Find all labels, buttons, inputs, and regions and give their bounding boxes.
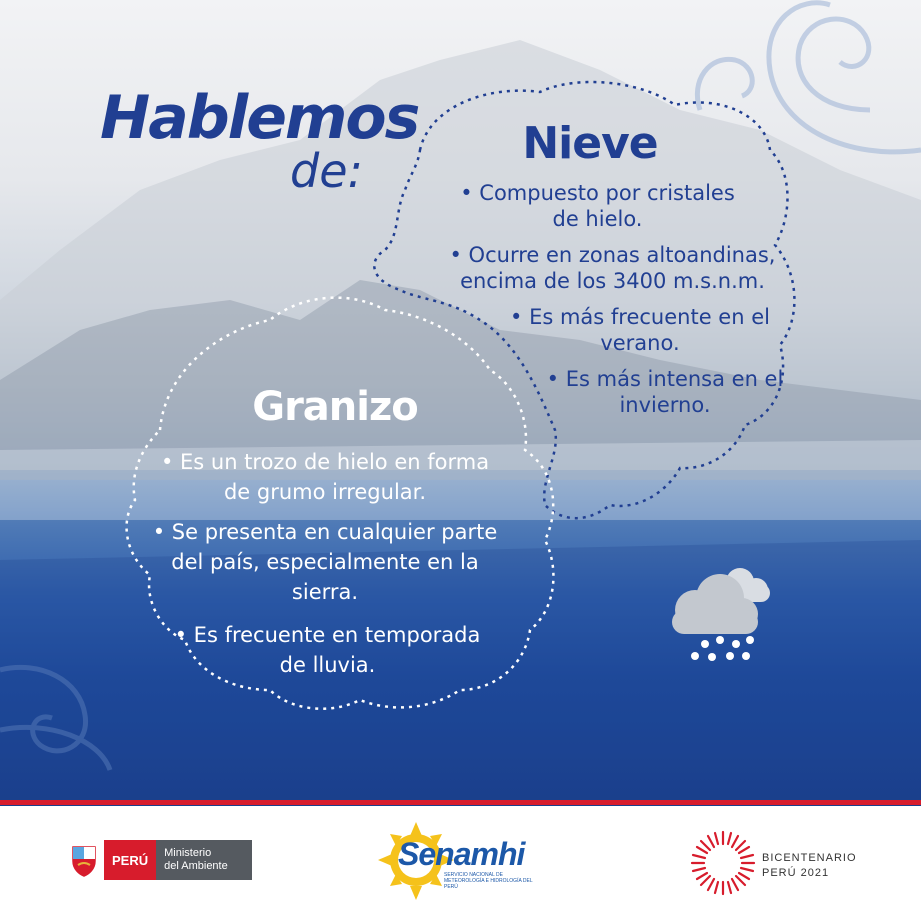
granizo-item: • Es un trozo de hielo en forma de grumo irregular. <box>160 450 490 504</box>
ministry-label <box>156 840 252 880</box>
granizo-title: Granizo <box>252 384 418 430</box>
peru-ministry-logo <box>70 840 252 880</box>
peru-shield-icon <box>70 843 98 877</box>
peru-label: PERÚ <box>104 840 156 880</box>
heading-line2: de: <box>290 144 363 198</box>
footer-divider <box>0 800 921 805</box>
bicentenario-line2: PERÚ 2021 <box>762 867 830 879</box>
senamhi-name: Senamhi <box>398 836 525 872</box>
granizo-item: • Se presenta en cualquier parte del país, especialmente en la sierra. <box>152 520 498 604</box>
nieve-item: • Compuesto por cristales de hielo. <box>460 181 735 231</box>
nieve-item: • Ocurre en zonas altoandinas, encima de los 3400 m.s.n.m. <box>449 243 776 293</box>
heading-line1: Hablemos <box>100 83 419 153</box>
snow-hail-cloud-icon <box>660 560 780 670</box>
nieve-title: Nieve <box>522 118 658 169</box>
bicentenario-line1: BICENTENARIO <box>762 852 857 864</box>
senamhi-subtitle: SERVICIO NACIONAL DE METEOROLOGÍA E HIDROLOGÍA DEL PERÚ <box>444 872 533 890</box>
nieve-item: • Es más frecuente en el verano. <box>510 305 770 355</box>
granizo-item: • Es frecuente en temporada de lluvia. <box>174 623 481 677</box>
ministry-line1: Ministerio <box>164 847 212 859</box>
ministry-line2: del Ambiente <box>164 860 228 872</box>
bicentenario-emblem-icon <box>688 828 758 898</box>
bicentenario-label <box>762 851 857 881</box>
nieve-item: • Es más intensa en el invierno. <box>546 367 784 417</box>
